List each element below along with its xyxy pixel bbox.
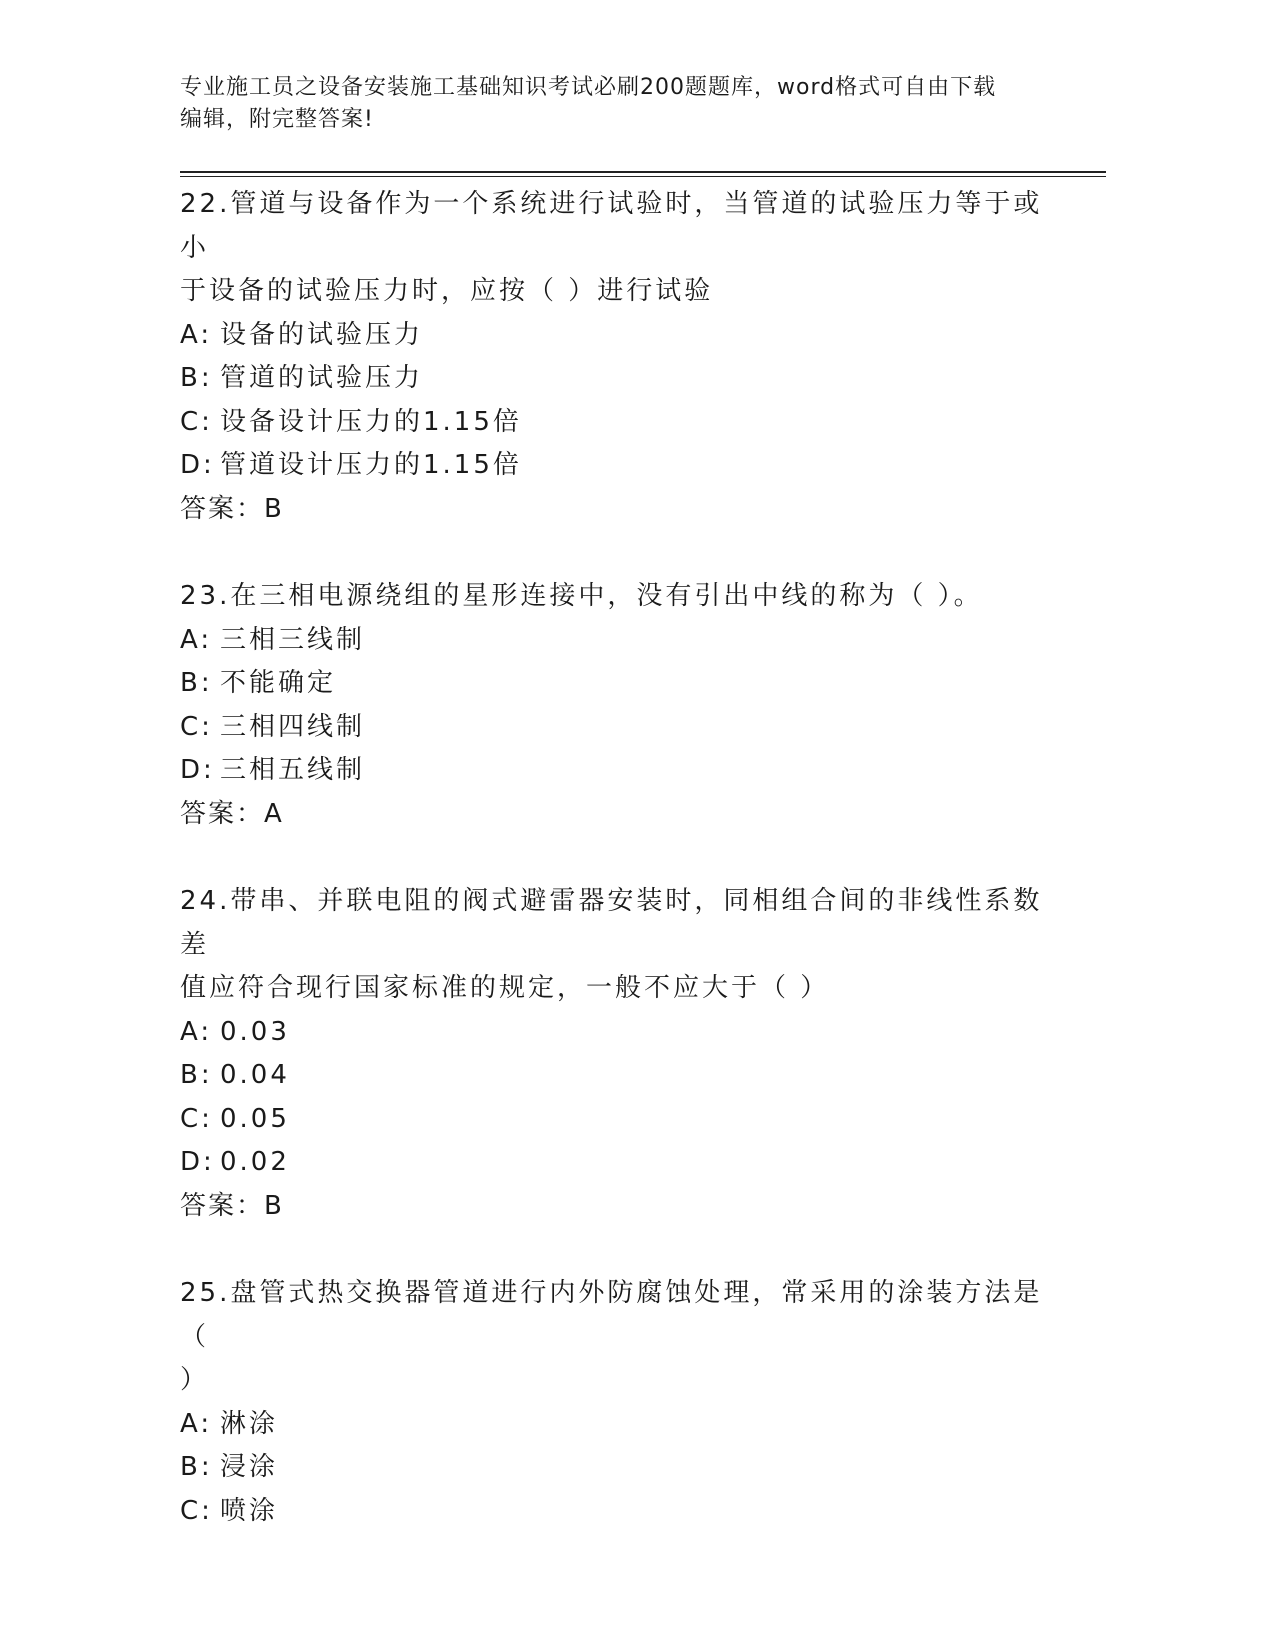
option-text: 0.04 (220, 1060, 290, 1090)
header-title-line1: 专业施工员之设备安装施工基础知识考试必刷200题题库，word格式可自由下载 (180, 75, 997, 100)
option-text: 0.05 (220, 1103, 290, 1134)
option-letter: A: (180, 1408, 213, 1439)
option-c (180, 706, 1060, 750)
question-stem-line2: ） (180, 1365, 210, 1395)
question-stem-line1: 23.在三相电源绕组的星形连接中，没有引出中线的称为（ ）。 (180, 581, 983, 611)
option-text: 管道的试验压力 (220, 363, 424, 393)
question-stem-line1: 24.带串、并联电阻的阀式避雷器安装时，同相组合间的非线性系数差 (180, 886, 1043, 960)
option-letter: B: (180, 1452, 213, 1482)
question-23 (180, 575, 1060, 836)
option-b (180, 1054, 1060, 1098)
question-stem-line1: 25.盘管式热交换器管道进行内外防腐蚀处理，常采用的涂装方法是（ (180, 1278, 1043, 1352)
question-24 (180, 880, 1060, 1228)
question-list (180, 183, 1060, 1577)
option-letter: B: (180, 363, 213, 393)
option-letter: C: (180, 1103, 213, 1134)
header-divider-thick (180, 171, 1106, 173)
option-letter: D: (180, 450, 215, 480)
option-a (180, 1011, 1060, 1055)
option-letter: A: (180, 624, 213, 655)
option-text: 淋涂 (220, 1408, 279, 1439)
option-letter: C: (180, 406, 213, 437)
option-text: 不能确定 (220, 668, 337, 698)
option-text: 管道设计压力的1.15倍 (220, 450, 522, 480)
question-22 (180, 183, 1060, 531)
option-text: 三相四线制 (220, 711, 366, 742)
option-a (180, 619, 1060, 663)
question-stem-line1: 22.管道与设备作为一个系统进行试验时，当管道的试验压力等于或小 (180, 189, 1043, 263)
option-text: 设备设计压力的1.15倍 (220, 406, 522, 437)
answer-line: 答案：A (180, 798, 284, 829)
option-letter: D: (180, 1147, 215, 1177)
option-text: 三相三线制 (220, 624, 366, 655)
option-d (180, 749, 1060, 793)
question-25 (180, 1272, 1060, 1533)
question-stem-line2: 值应符合现行国家标准的规定，一般不应大于（ ） (180, 973, 830, 1003)
option-b (180, 662, 1060, 706)
option-c (180, 1490, 1060, 1534)
option-letter: D: (180, 755, 215, 785)
option-d (180, 444, 1060, 488)
option-a (180, 1403, 1060, 1447)
option-b (180, 1446, 1060, 1490)
option-a (180, 314, 1060, 358)
option-letter: C: (180, 1495, 213, 1526)
answer-line: 答案：B (180, 493, 284, 524)
option-letter: B: (180, 668, 213, 698)
header-title-line2: 编辑，附完整答案! (180, 107, 374, 132)
option-c (180, 1098, 1060, 1142)
document-header (180, 72, 1060, 136)
option-b (180, 357, 1060, 401)
answer-line: 答案：B (180, 1190, 284, 1221)
option-letter: C: (180, 711, 213, 742)
option-text: 三相五线制 (220, 755, 366, 785)
option-d (180, 1141, 1060, 1185)
question-stem-line2: 于设备的试验压力时，应按（ ）进行试验 (180, 276, 714, 306)
option-text: 浸涂 (220, 1452, 279, 1482)
option-text: 设备的试验压力 (220, 319, 424, 350)
option-letter: A: (180, 1016, 213, 1047)
option-text: 0.02 (220, 1147, 290, 1177)
header-divider-thin (180, 176, 1106, 177)
option-text: 喷涂 (220, 1495, 279, 1526)
option-text: 0.03 (220, 1016, 290, 1047)
option-letter: B: (180, 1060, 213, 1090)
option-letter: A: (180, 319, 213, 350)
option-c (180, 401, 1060, 445)
